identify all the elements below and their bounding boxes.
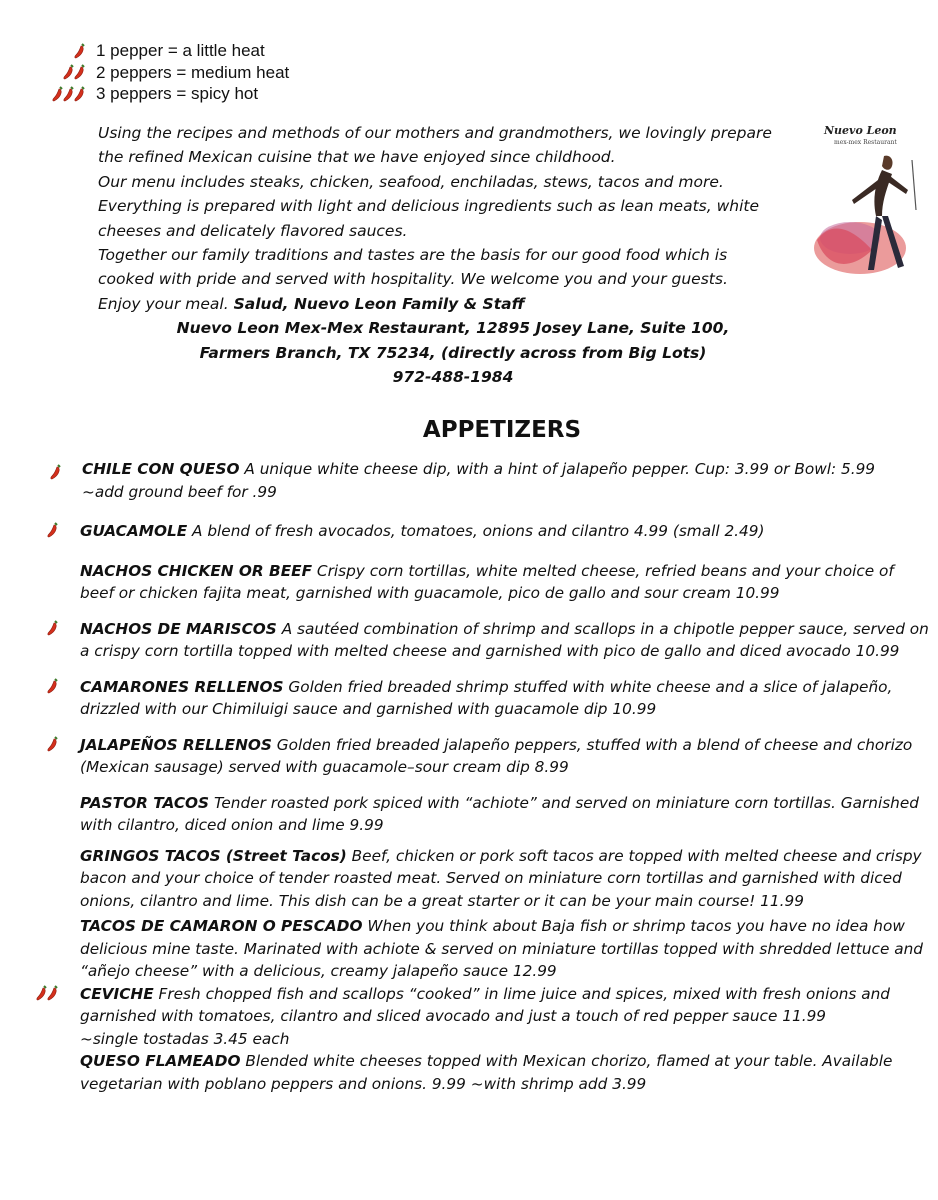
heat-indicator: [37, 985, 59, 1001]
legend-row-1: [28, 40, 289, 62]
legend-icons-3: [28, 86, 86, 102]
menu-item-guacamole: [80, 520, 930, 543]
intro-line: cheeses and delicately flavored sauces.: [98, 221, 408, 240]
logo-title: Nuevo Leon: [824, 124, 897, 137]
chili-pepper-icon: [46, 985, 59, 1001]
legend-row-2: [28, 62, 289, 84]
menu-item-nachos-chicken-or-beef: [80, 560, 930, 605]
item-name: NACHOS CHICKEN OR BEEF: [80, 561, 313, 580]
signature: Salud, Nuevo Leon Family & Staff: [233, 294, 525, 313]
item-name: GRINGOS TACOS (Street Tacos): [80, 846, 347, 865]
heat-legend: [28, 40, 289, 105]
intro-line: Our menu includes steaks, chicken, seafood, enchiladas, stews, tacos and more.: [98, 172, 724, 191]
item-description: A blend of fresh avocados, tomatoes, onions and cilantro 4.99 (small 2.49): [187, 522, 765, 540]
chili-pepper-icon: [49, 464, 62, 480]
address-line-1: Nuevo Leon Mex-Mex Restaurant, 12895 Josey Lane, Suite 100,: [176, 319, 730, 338]
chili-pepper-icon: [73, 64, 86, 80]
item-description: Golden fried breaded jalapeño peppers, stuffed with a blend of cheese and chorizo (Mexican sausage) served with guacamole–sour cream dip 8.99: [80, 735, 913, 776]
chili-pepper-icon: [73, 86, 86, 102]
item-name: CHILE CON QUESO: [82, 460, 240, 478]
heat-indicator: [48, 620, 59, 636]
chili-pepper-icon: [46, 678, 59, 694]
heat-indicator: [48, 678, 59, 694]
item-name: NACHOS DE MARISCOS: [80, 619, 277, 638]
item-description: Tender roasted pork spiced with “achiote” and served on miniature corn tortillas. Garnished with cilantro, diced onion and lime 9.99: [80, 793, 919, 834]
menu-item-ceviche: [80, 983, 930, 1051]
chili-pepper-icon: [73, 43, 86, 59]
closing-text: Enjoy your meal.: [98, 294, 234, 313]
menu-item-tacos-de-camaron: [80, 915, 930, 983]
menu-item-jalapenos-rellenos: [80, 734, 930, 779]
logo-subtitle: mex-mex Restaurant: [834, 139, 897, 146]
intro-line: Together our family traditions and tastes are the basis for our good food which is: [98, 246, 728, 265]
phone-number: 972-488-1984: [392, 368, 514, 387]
heat-indicator: [48, 736, 59, 752]
legend-row-3: [28, 83, 289, 105]
item-extra: ~add ground beef for .99: [82, 482, 277, 501]
item-description: Fresh chopped fish and scallops “cooked” in lime juice and spices, mixed with fresh onions and garnished with tomatoes, cilantro and sliced avocado and just a touch of red pepper sauce 11.99: [80, 984, 890, 1025]
menu-item-queso-flameado: [80, 1050, 930, 1095]
section-title: APPETIZERS: [422, 417, 582, 443]
item-name: TACOS DE CAMARON O PESCADO: [80, 917, 363, 935]
menu-item-gringos-tacos: [80, 845, 930, 913]
legend-text-1: 1 pepper = a little heat: [96, 41, 265, 60]
item-name: QUESO FLAMEADO: [80, 1052, 241, 1070]
legend-icons-1: [28, 43, 86, 59]
item-name: CAMARONES RELLENOS: [80, 677, 284, 696]
intro-line: Everything is prepared with light and delicious ingredients such as lean meats, white: [98, 197, 760, 216]
intro-text: [98, 121, 808, 389]
legend-icons-2: [28, 64, 86, 80]
address-line-2: Farmers Branch, TX 75234, (directly across from Big Lots): [199, 343, 707, 362]
menu-item-camarones-rellenos: [80, 676, 930, 721]
intro-line: cooked with pride and served with hospitality. We welcome you and your guests.: [98, 270, 728, 289]
item-extra: ~single tostadas 3.45 each: [80, 1029, 290, 1048]
item-description: Golden fried breaded shrimp stuffed with white cheese and a slice of jalapeño, drizzled with our Chimiluigi sauce and garnished with guacamole dip 10.99: [80, 677, 893, 718]
chili-pepper-icon: [46, 620, 59, 636]
chili-pepper-icon: [46, 522, 59, 538]
item-description: Beef, chicken or pork soft tacos are topped with melted cheese and crispy bacon and your choice of tender roasted meat. Served on miniature corn tortillas and garnished with diced onions, cilantro and lime. This dish can be a great starter or it can be your main course! 11.99: [80, 846, 922, 910]
intro-closing: [98, 292, 808, 316]
menu-item-chile-con-queso: [80, 458, 930, 503]
item-description: A unique white cheese dip, with a hint of jalapeño pepper. Cup: 3.99 or Bowl: 5.99: [239, 460, 876, 478]
item-name: GUACAMOLE: [80, 522, 188, 540]
legend-text-2: 2 peppers = medium heat: [96, 62, 290, 82]
item-description: Crispy corn tortillas, white melted cheese, refried beans and your choice of beef or chicken fajita meat, garnished with guacamole, pico de gallo and sour cream 10.99: [80, 561, 894, 602]
item-name: CEVICHE: [80, 984, 154, 1003]
menu-item-pastor-tacos: [80, 792, 930, 837]
item-description: Blended white cheeses topped with Mexican chorizo, flamed at your table. Available vegetarian with poblano peppers and onions. 9.99 ~with shrimp add 3.99: [80, 1052, 893, 1093]
item-name: PASTOR TACOS: [80, 793, 210, 812]
restaurant-logo: [812, 120, 928, 286]
intro-line: the refined Mexican cuisine that we have enjoyed since childhood.: [98, 148, 616, 167]
legend-text-3: 3 peppers = spicy hot: [96, 84, 259, 103]
chili-pepper-icon: [46, 736, 59, 752]
item-description: A sautéed combination of shrimp and scallops in a chipotle pepper sauce, served on a crispy corn tortilla topped with melted cheese and garnished with pico de gallo and diced avocado 10.99: [80, 619, 929, 660]
item-description: When you think about Baja fish or shrimp tacos you have no idea how delicious mine taste. Marinated with achiote & served on miniature tortillas topped with shredded lettuce and “añejo cheese” with a delicious, creamy jalapeño sauce 12.99: [80, 917, 923, 980]
intro-line: Using the recipes and methods of our mothers and grandmothers, we lovingly prepare: [98, 124, 772, 142]
heat-indicator: [51, 464, 62, 480]
heat-indicator: [48, 522, 59, 538]
item-name: JALAPEÑOS RELLENOS: [80, 735, 272, 754]
appetizer-list: [80, 458, 930, 1095]
menu-item-nachos-de-mariscos: [80, 618, 930, 663]
